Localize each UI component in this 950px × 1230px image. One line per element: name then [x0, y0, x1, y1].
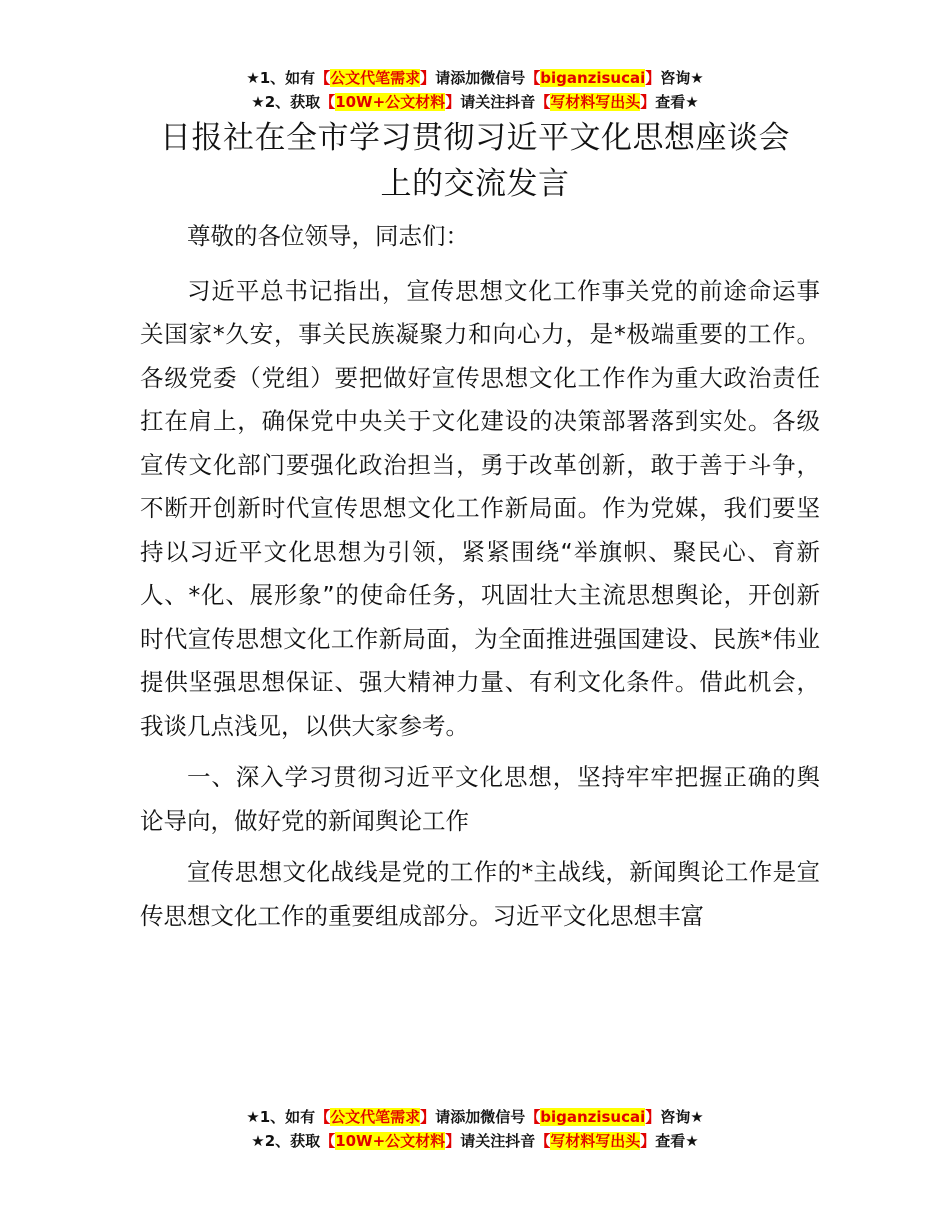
douyin-highlight: 写材料写出头	[550, 93, 641, 111]
promo-text: 查看★	[655, 93, 699, 111]
bracket: 【	[525, 69, 541, 87]
promo-text: 请关注抖音	[460, 1132, 536, 1150]
bracket: 【	[535, 1132, 551, 1150]
promo-text: 请关注抖音	[460, 93, 536, 111]
bracket: 】	[445, 93, 461, 111]
promo-text: ★2、获取	[251, 93, 321, 111]
promo-highlight: 公文代笔需求	[330, 69, 421, 87]
bracket: 】	[645, 1108, 661, 1126]
promo-text: 咨询★	[660, 1108, 704, 1126]
document-title	[100, 115, 850, 207]
promo-text: 查看★	[655, 1132, 699, 1150]
paragraph-section-1: 宣传思想文化战线是党的工作的*主战线，新闻舆论工作是宣传思想文化工作的重要组成部分。习近平文化思想丰富	[140, 858, 820, 930]
promo-text: 咨询★	[660, 69, 704, 87]
douyin-highlight: 写材料写出头	[550, 1132, 641, 1150]
promo-banner-bottom	[0, 1105, 950, 1153]
promo-text: 请添加微信号	[435, 69, 526, 87]
title-line-2: 上的交流发言	[380, 166, 570, 202]
promo-line-1	[0, 66, 950, 90]
bracket: 【	[320, 93, 336, 111]
paragraph-intro: 习近平总书记指出，宣传思想文化工作事关党的前途命运事关国家*久安，事关民族凝聚力和向心力，是*极端重要的工作。各级党委（党组）要把做好宣传思想文化工作作为重大政治责任扛在肩上，确保党中央关于文化建设的决策部署落到实处。各级宣传文化部门要强化政治担当，勇于改革创新，敢于善于斗争，不断开创新时代宣传思想文化工作新局面。作为党媒，我们要坚持以习近平文化思想为引领，紧紧围绕“举旗帜、聚民心、育新人、*化、展形象”的使命任务，巩固壮大主流思想舆论，开创新时代宣传思想文化工作新局面，为全面推进强国建设、民族*伟业提供坚强思想保证、强大精神力量、有利文化条件。借此机会，我谈几点浅见，以供大家参考。	[140, 276, 820, 740]
promo-highlight: 公文代笔需求	[330, 1108, 421, 1126]
bracket: 【	[535, 93, 551, 111]
promo-highlight: 10W+公文材料	[335, 93, 446, 111]
section-heading-1: 一、深入学习贯彻习近平文化思想，坚持牢牢把握正确的舆论导向，做好党的新闻舆论工作	[140, 763, 820, 835]
bracket: 【	[315, 69, 331, 87]
bracket: 】	[420, 69, 436, 87]
promo-line-1	[0, 1105, 950, 1129]
promo-highlight: 10W+公文材料	[335, 1132, 446, 1150]
bracket: 【	[320, 1132, 336, 1150]
bracket: 【	[315, 1108, 331, 1126]
promo-text: ★1、如有	[246, 69, 316, 87]
bracket: 】	[420, 1108, 436, 1126]
bracket: 】	[640, 93, 656, 111]
promo-banner-top	[0, 66, 950, 114]
promo-line-2	[0, 90, 950, 114]
title-line-1: 日报社在全市学习贯彻习近平文化思想座谈会	[160, 120, 790, 156]
bracket: 】	[645, 69, 661, 87]
greeting: 尊敬的各位领导，同志们：	[187, 222, 469, 250]
wechat-id-highlight: biganzisucai	[540, 1108, 646, 1126]
promo-line-2	[0, 1129, 950, 1153]
bracket: 【	[525, 1108, 541, 1126]
promo-text: 请添加微信号	[435, 1108, 526, 1126]
promo-text: ★1、如有	[246, 1108, 316, 1126]
wechat-id-highlight: biganzisucai	[540, 69, 646, 87]
bracket: 】	[640, 1132, 656, 1150]
bracket: 】	[445, 1132, 461, 1150]
promo-text: ★2、获取	[251, 1132, 321, 1150]
document-body	[140, 215, 820, 946]
